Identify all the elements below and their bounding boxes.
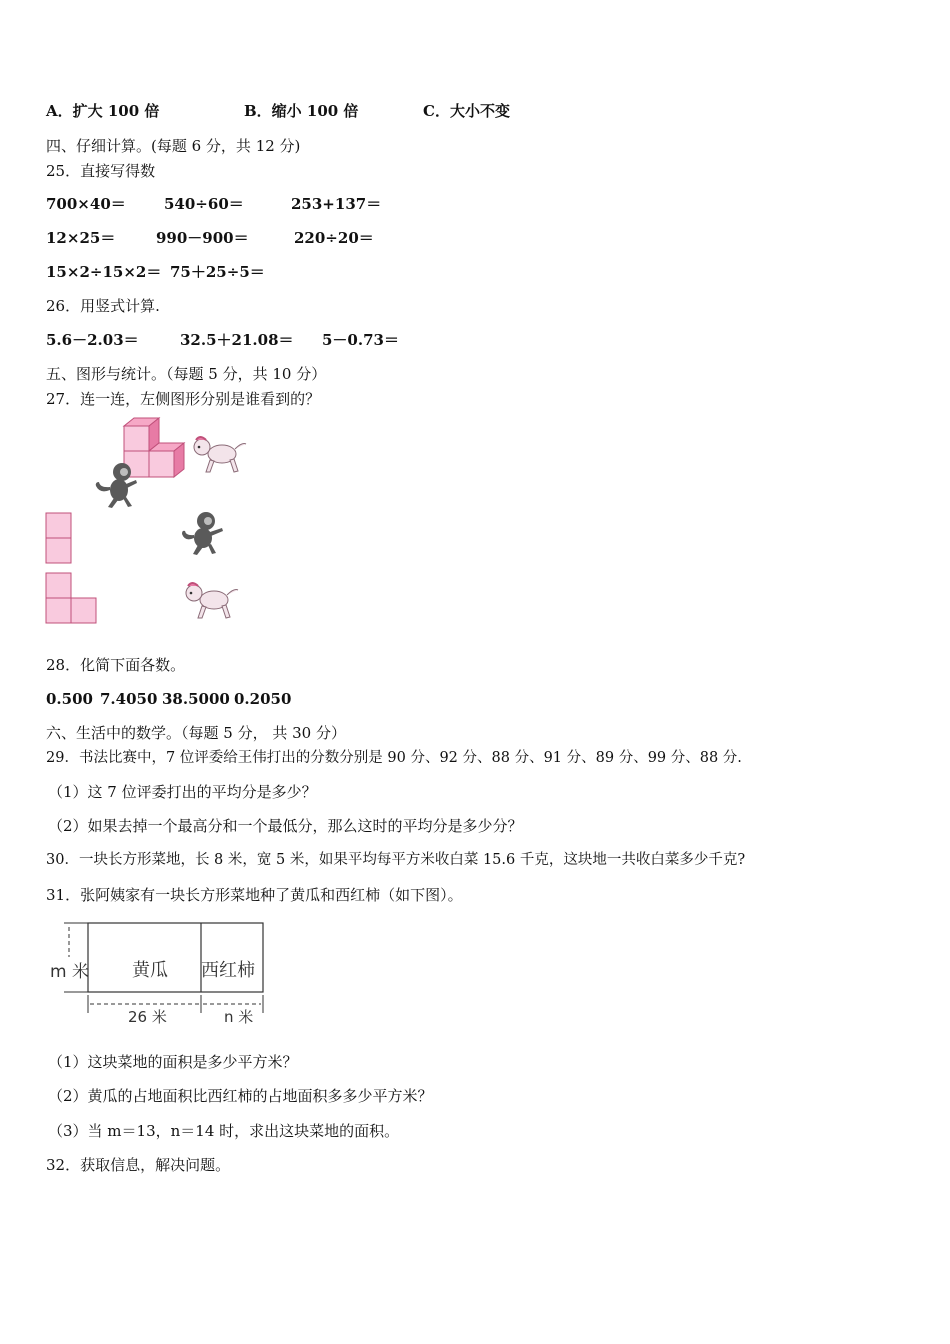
calc-item: 75＋25÷5＝ bbox=[170, 263, 265, 281]
section5-title: 五、图形与统计。（每题 5 分，共 10 分） bbox=[46, 365, 327, 383]
q29-title: 29．书法比赛中，7 位评委给王伟打出的分数分别是 90 分、92 分、88 分、91 分、89 分、99 分、88 分. bbox=[46, 750, 742, 766]
calc-item: 540÷60＝ bbox=[164, 195, 244, 213]
decimal-number: 0.500 bbox=[46, 690, 93, 708]
section4-title: 四、仔细计算。(每题 6 分，共 12 分) bbox=[46, 137, 301, 155]
decimal-number: 38.5000 bbox=[162, 690, 230, 708]
section6-title: 六、生活中的数学。（每题 5 分， 共 30 分） bbox=[46, 724, 346, 742]
monkey-icon bbox=[92, 460, 142, 510]
vertical-calc-item: 32.5＋21.08＝ bbox=[180, 331, 294, 349]
vegetable-plot-figure bbox=[46, 915, 276, 1030]
q25-title: 25．直接写得数 bbox=[46, 162, 156, 180]
q29-part2: （2）如果去掉一个最高分和一个最低分，那么这时的平均分是多少分？ bbox=[48, 817, 523, 835]
q30-text: 30．一块长方形菜地，长 8 米，宽 5 米，如果平均每平方米收白菜 15.6 千克，这块地一共收白菜多少千克? bbox=[46, 852, 746, 868]
calc-item: 253+137＝ bbox=[291, 195, 382, 213]
q29-part1: （1）这 7 位评委打出的平均分是多少？ bbox=[48, 783, 317, 801]
view-l-shape bbox=[45, 572, 101, 626]
calc-item: 15×2÷15×2＝ bbox=[46, 263, 162, 281]
vertical-calc-item: 5－0.73＝ bbox=[322, 331, 399, 349]
calc-item: 220÷20＝ bbox=[294, 229, 374, 247]
q27-title: 27．连一连，左侧图形分别是谁看到的？ bbox=[46, 390, 321, 408]
calc-item: 700×40＝ bbox=[46, 195, 126, 213]
dog-icon bbox=[182, 580, 240, 622]
cucumber-label: 黄瓜 bbox=[132, 960, 168, 981]
monkey-icon bbox=[180, 510, 226, 556]
option-b: B．缩小 100 倍 bbox=[244, 102, 359, 120]
decimal-number: 0.2050 bbox=[234, 690, 292, 708]
q28-title: 28．化简下面各数。 bbox=[46, 656, 186, 674]
q31-part2: （2）黄瓜的占地面积比西红柿的占地面积多多少平方米？ bbox=[48, 1087, 433, 1105]
height-label: m 米 bbox=[50, 962, 89, 982]
q31-part3: （3）当 m＝13，n＝14 时，求出这块菜地的面积。 bbox=[48, 1122, 400, 1140]
dog-icon bbox=[190, 434, 248, 476]
decimal-number: 7.4050 bbox=[100, 690, 158, 708]
q31-title: 31．张阿姨家有一块长方形菜地种了黄瓜和西红柿（如下图）。 bbox=[46, 886, 463, 904]
calc-item: 990－900＝ bbox=[156, 229, 249, 247]
view-two-squares bbox=[45, 512, 75, 566]
left-width-label: 26 米 bbox=[128, 1008, 167, 1026]
q31-part1: （1）这块菜地的面积是多少平方米？ bbox=[48, 1053, 298, 1071]
calc-item: 12×25＝ bbox=[46, 229, 116, 247]
right-width-label: n 米 bbox=[224, 1008, 254, 1026]
q26-title: 26．用竖式计算. bbox=[46, 297, 160, 315]
vertical-calc-item: 5.6－2.03＝ bbox=[46, 331, 139, 349]
q32-text: 32．获取信息，解决问题。 bbox=[46, 1156, 231, 1174]
option-a: A．扩大 100 倍 bbox=[46, 102, 160, 120]
option-c: C．大小不变 bbox=[423, 102, 510, 120]
tomato-label: 西红柿 bbox=[201, 960, 255, 981]
